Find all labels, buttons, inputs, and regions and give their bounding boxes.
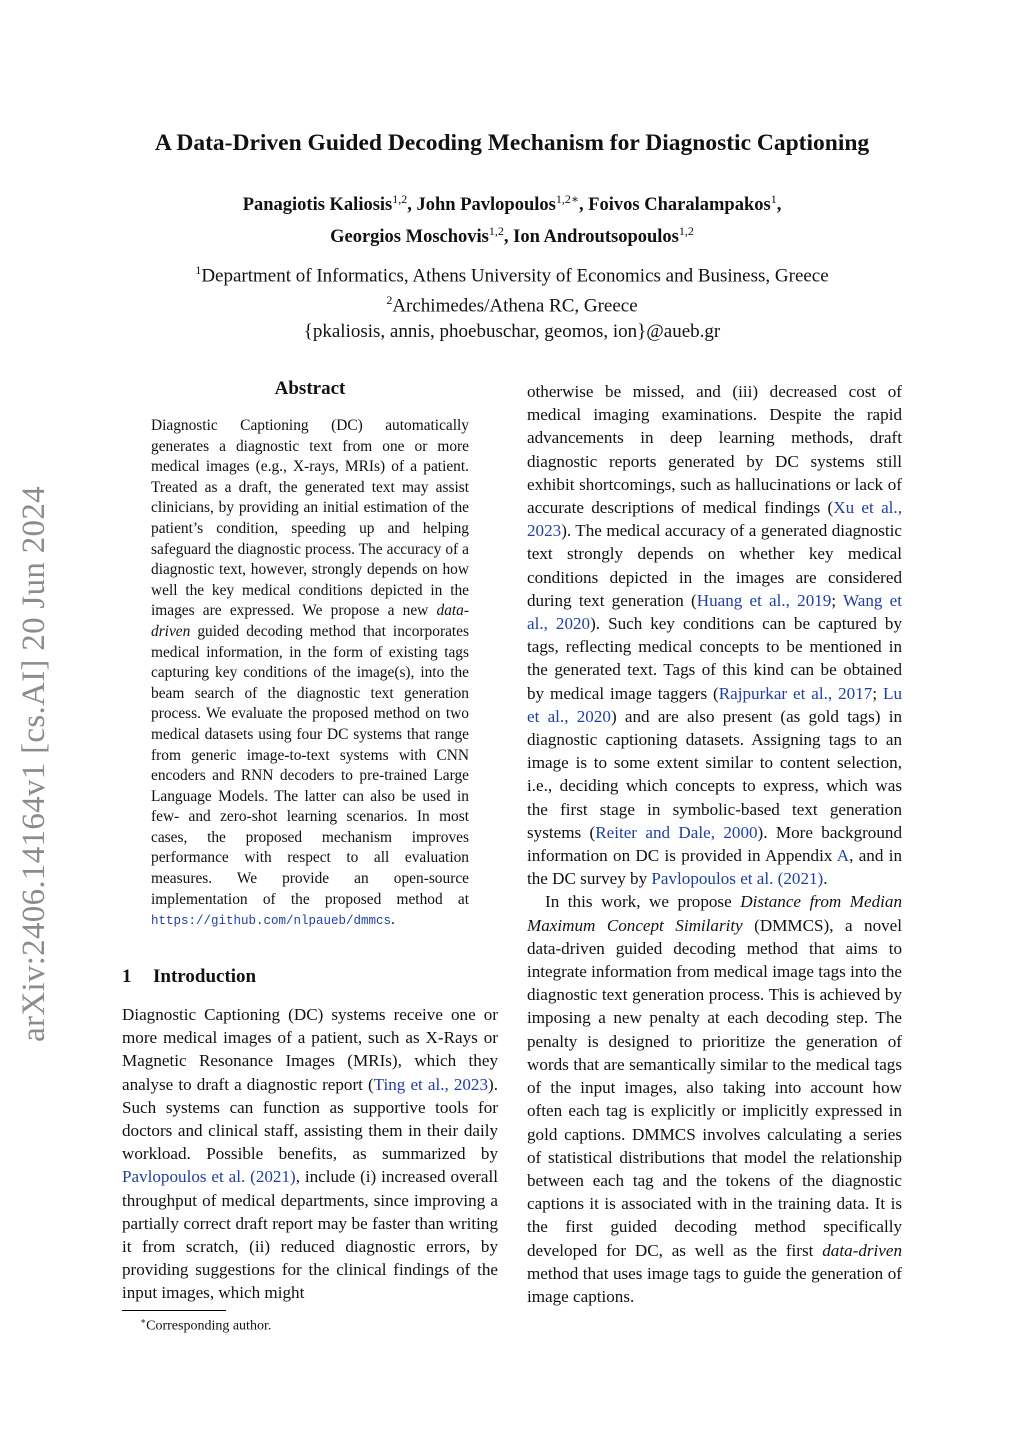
body-text: ). The medical accuracy of a generated diagnostic text strongly depends on whether key medical conditions depicted in the images are considered during text generation ( bbox=[527, 521, 902, 610]
intro-paragraph bbox=[527, 380, 902, 890]
body-text: ). Such systems can function as supportive tools for doctors and clinical staff, assisting them in their daily workload. Possible benefits, as summarized by bbox=[122, 1074, 498, 1164]
author-affil-sup: 1,2 bbox=[488, 224, 504, 239]
code-repo-link[interactable]: https://github.com/nlpaueb/dmmcs bbox=[151, 914, 392, 929]
body-text: method that uses image tags to guide the generation of image captions. bbox=[527, 1263, 902, 1306]
arxiv-side-stamp: arXiv:2406.14164v1 [cs.AI] 20 Jun 2024 bbox=[16, 486, 52, 1042]
section-heading-introduction bbox=[122, 966, 256, 988]
affiliation-sup: 2 bbox=[386, 293, 393, 308]
body-text: otherwise be missed, and (iii) decreased cost of medical imaging examinations. Despite the rapid advancements in deep learning methods, draft diagnostic reports generated by DC systems still exhibit shortcomings, such as hallucinations or lack of accurate descriptions of medical findings ( bbox=[527, 382, 902, 518]
method-name-emphasis: Distance from Median Maximum Concept Similarity bbox=[527, 892, 903, 935]
body-text: . bbox=[823, 869, 828, 889]
abstract-emphasis: data-driven bbox=[151, 602, 469, 640]
author-affil-sup: 1,2 bbox=[678, 224, 694, 239]
body-text: Diagnostic Captioning (DC) systems receive one or more medical images of a patient, such as X-Rays or Magnetic Resonance Images (MRIs), which they analyse to draft a diagnostic report ( bbox=[122, 1005, 498, 1094]
intro-paragraph bbox=[122, 1003, 498, 1305]
paper-title: A Data-Driven Guided Decoding Mechanism for Diagnostic Captioning bbox=[154, 130, 870, 156]
author-affil-sup: 1,2∗ bbox=[555, 192, 579, 206]
author-name[interactable]: Panagiotis Kaliosis bbox=[242, 195, 393, 216]
author-line-1 bbox=[0, 186, 1024, 218]
body-text: ; bbox=[831, 590, 843, 610]
author-name[interactable]: Georgios Moschovis bbox=[330, 227, 489, 248]
contact-emails bbox=[0, 319, 1024, 344]
footnote-rule bbox=[122, 1310, 226, 1311]
affiliation-line bbox=[0, 288, 1024, 318]
author-name[interactable]: John Pavlopoulos bbox=[416, 195, 556, 216]
email-list[interactable]: {pkaliosis, annis, phoebuschar, geomos, ion}@aueb.gr bbox=[303, 320, 721, 342]
author-affil-sup: 1 bbox=[770, 192, 777, 206]
author-affil-sup: 1,2 bbox=[392, 192, 408, 206]
body-text: ) and are also present (as gold tags) in diagnostic captioning datasets. Assigning tags to an image is to some extent similar to content selection, i.e., deciding which concepts to express, which was the first stage in symbolic-based text generation systems ( bbox=[527, 706, 902, 842]
author-name[interactable]: Ion Androutsopoulos bbox=[513, 227, 679, 248]
abstract-text: . bbox=[391, 911, 395, 929]
footnote-text: Corresponding author. bbox=[146, 1318, 272, 1334]
body-text: ). Such key conditions can be captured by tags, reflecting medical concepts to be mentioned in the generated text. Tags of this kind can be obtained by medical image taggers ( bbox=[527, 614, 902, 703]
body-text: ). More background information on DC is provided in Appendix bbox=[527, 822, 902, 866]
abstract-heading: Abstract bbox=[274, 378, 346, 399]
body-emphasis: data-driven bbox=[822, 1240, 902, 1260]
affiliation-line bbox=[0, 258, 1024, 288]
abstract-text: Diagnostic Captioning (DC) automatically generates a diagnostic text from one or more medical images (e.g., X-rays, MRIs) of a patient. Treated as a draft, the generated text may assist clinicians, by providing an initial estimation of the patient’s condition, speeding up and helping safeguard the diagnostic process. The accuracy of a diagnostic text, however, strongly depends on how well the key medical conditions depicted in the images are expressed. We propose a new bbox=[151, 417, 469, 620]
body-text: (DMMCS), a novel data-driven guided decoding method that aims to integrate information from medical image tags into the diagnostic text generation process. This is achieved by imposing a new penalty at each decoding step. The penalty is designed to prioritize the generation of words that are semantically similar to the medical tags of the input images, also taking into account how often each tag is explicitly or implicitly expressed in gold captions. DMMCS involves calculating a series of statistical distributions that model the relationship between each tag and the tokens of the diagnostic captions it is associated with in the training data. It is the first guided decoding method specifically developed for DC, as well as the first bbox=[527, 915, 902, 1260]
section-title: Introduction bbox=[153, 966, 257, 987]
author-separator: , bbox=[503, 227, 514, 248]
citation-link[interactable]: Huang et al., 2019 bbox=[696, 590, 832, 610]
affiliations bbox=[0, 258, 1024, 344]
body-text: ; bbox=[872, 683, 883, 703]
citation-link[interactable]: Lu et al., 2020 bbox=[527, 683, 902, 726]
body-text: , include (i) increased overall throughput of medical departments, since improving a partially correct draft report may be faster than writing it from scratch, (ii) reduced diagnostic errors, by providing suggestions for the clinical findings of the input images, which might bbox=[122, 1167, 498, 1303]
citation-link[interactable]: Pavlopoulos et al. (2021) bbox=[122, 1167, 296, 1187]
body-text: , and in the DC survey by bbox=[527, 846, 902, 889]
appendix-link[interactable]: A bbox=[836, 846, 850, 866]
citation-link[interactable]: Reiter and Dale, 2000 bbox=[595, 822, 758, 842]
affiliation-text: Department of Informatics, Athens University of Economics and Business, Greece bbox=[201, 265, 829, 287]
author-line-2 bbox=[0, 218, 1024, 250]
intro-right-column bbox=[527, 380, 902, 1308]
intro-paragraph bbox=[527, 890, 902, 1308]
footnote bbox=[140, 1316, 271, 1335]
author-separator: , bbox=[407, 195, 417, 216]
citation-link[interactable]: Wang et al., 2020 bbox=[527, 590, 902, 634]
affiliation-sup: 1 bbox=[195, 263, 202, 277]
author-name[interactable]: Foivos Charalampakos bbox=[588, 195, 771, 216]
citation-link[interactable]: Pavlopoulos et al. (2021) bbox=[651, 869, 824, 889]
citation-link[interactable]: Ting et al., 2023 bbox=[373, 1074, 489, 1094]
abstract-body bbox=[151, 416, 469, 932]
author-list bbox=[0, 186, 1024, 250]
body-text: In this work, we propose bbox=[545, 892, 741, 912]
footnote-marker: ∗ bbox=[140, 1316, 147, 1326]
intro-left-column bbox=[122, 1003, 498, 1305]
affiliation-text: Archimedes/Athena RC, Greece bbox=[392, 295, 638, 317]
author-separator: , bbox=[578, 195, 589, 216]
section-number: 1 bbox=[122, 966, 132, 987]
abstract-text: guided decoding method that incorporates medical information, in the form of existing tags capturing key conditions of the image(s), into the beam search of the diagnostic text generation process. We evaluate the proposed method on two medical datasets using four DC systems that range from generic image-to-text systems with CNN encoders and RNN decoders to pre-trained Large Language Models. The latter can also be used in few- and zero-shot learning scenarios. In most cases, the proposed mechanism improves performance with respect to all evaluation measures. We provide an open-source implementation of the proposed method at bbox=[151, 622, 469, 908]
citation-link[interactable]: Xu et al., 2023 bbox=[527, 498, 902, 541]
citation-link[interactable]: Rajpurkar et al., 2017 bbox=[718, 683, 873, 703]
author-separator: , bbox=[776, 195, 782, 216]
